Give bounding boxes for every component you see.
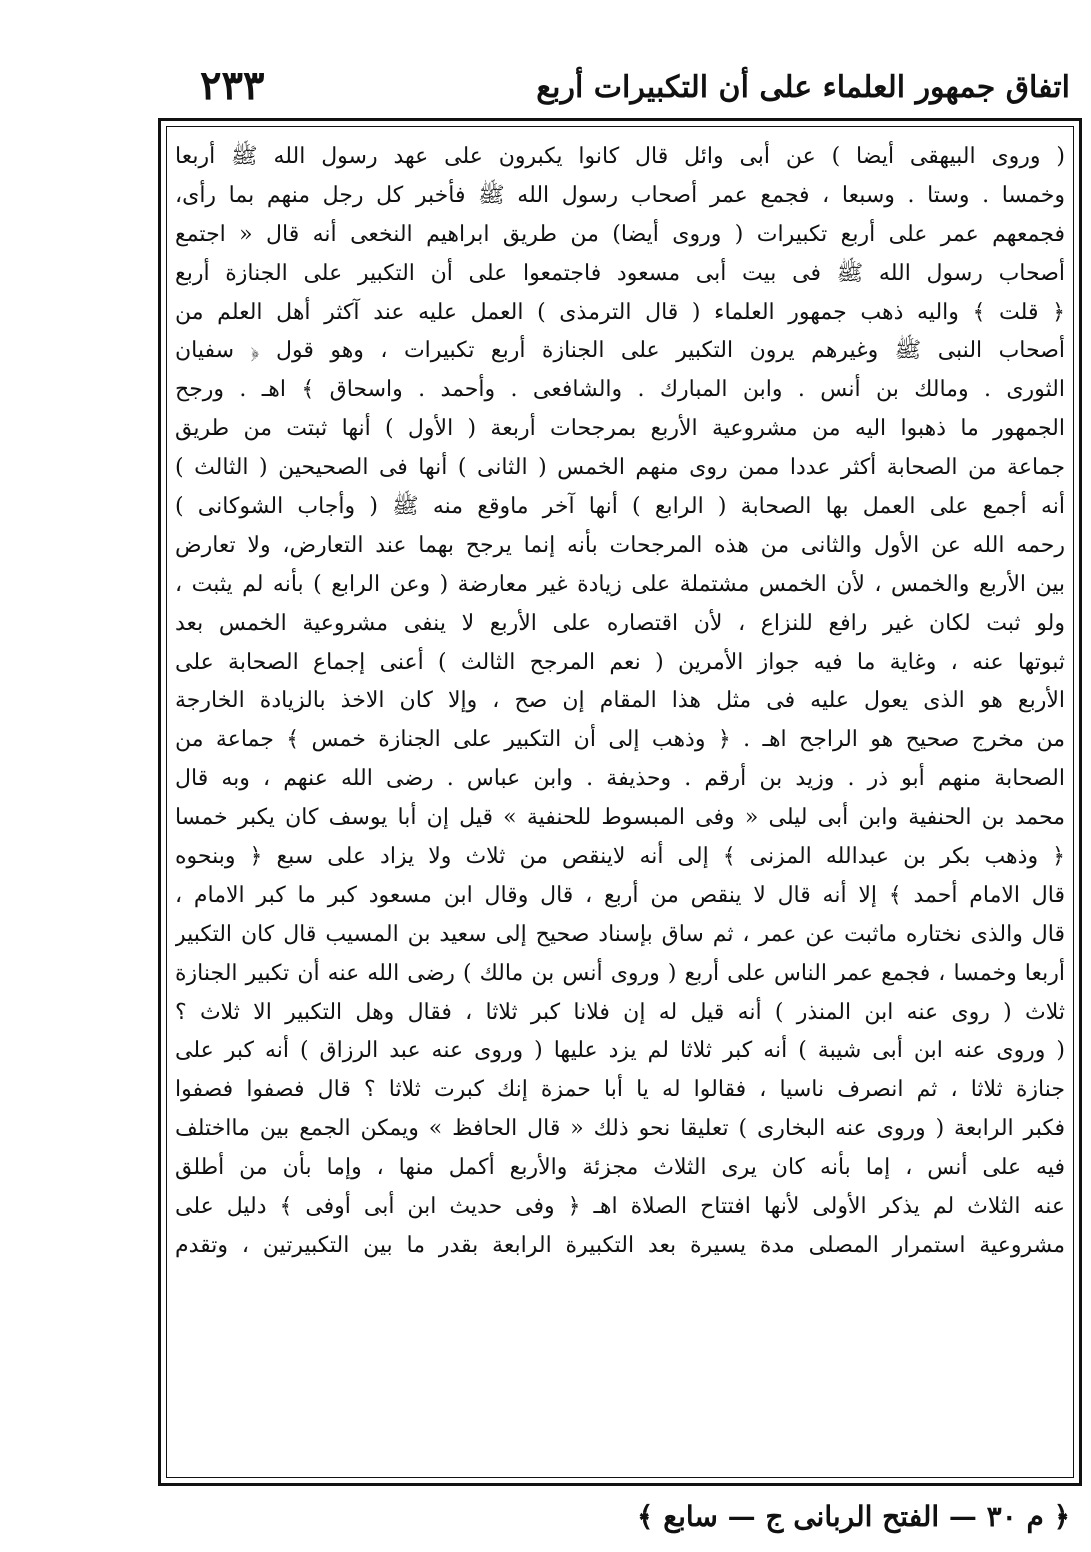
text-line: محمد بن الحنفية وابن أبى ليلى « وفى المبسوط للحنفية » قيل إن أبا يوسف كان يكبر خمسا [175,805,1065,831]
text-line: رحمه الله عن الأول والثانى من هذه المرجحات بأنه إنما يرجح بهما عند التعارض، ولا تعارض [175,532,1065,558]
text-line: من مخرج صحيح هو الراجح اهـ . ﴿ وذهب إلى أن التكبير على الجنازة خمس ﴾ جماعة من [175,727,1065,753]
text-line: أصحاب رسول الله ﷺ فى بيت أبى مسعود فاجتمعوا على أن التكبير على الجنازة أربع [175,260,1065,286]
text-line: بين الأربع والخمس ، لأن الخمس مشتملة على زيادة غير معارضة ( وعن الرابع ) بأنه لم يثبت ، [175,571,1065,597]
text-line: ( وروى عنه ابن أبى شيبة ) أنه كبر ثلاثا لم يزد عليها ( وروى عنه عبد الرزاق ) أنه كبر على [175,1038,1065,1064]
text-line: قال والذى نختاره ماثبت عن عمر ، ثم ساق بإسناد صحيح إلى سعيد بن المسيب قال كان التكبير [175,921,1065,947]
page-number: ٢٣٣ [200,62,265,109]
text-line: الجمهور ما ذهبوا اليه من مشروعية الأربع بمرجحات أربعة ( الأول ) أنها ثبتت من طريق [175,416,1065,442]
text-line: وخمسا . وستا . وسبعا ، فجمع عمر أصحاب رسول الله ﷺ فأخبر كل رجل منهم بما رأى، [175,182,1065,208]
footer-signature: ﴿ م ٣٠ — الفتح الربانى ج — سابع ﴾ [637,1500,1070,1533]
running-title: اتفاق جمهور العلماء على أن التكبيرات أربع [536,70,1070,105]
text-line: أصحاب النبى ﷺ وغيرهم يرون التكبير على الجنازة أربع تكبيرات ، وهو قول ﴿ سفيان [175,338,1065,364]
text-line: جماعة من الصحابة أكثر عددا ممن روى منهم الخمس ( الثانى ) أنها فى الصحيحين ( الثالث ) [175,455,1065,481]
text-line: ثبوتها عنه ، وغاية ما فيه جواز الأمرين ( نعم المرجح الثالث ) أعنى إجماع الصحابة على [175,649,1065,675]
text-line: ( وروى البيهقى أيضا ) عن أبى وائل قال كانوا يكبرون على عهد رسول الله ﷺ أربعا [175,144,1065,169]
text-line: ولو ثبت لكان غير رافع للنزاع ، لأن اقتصاره على الأربع لا ينفى مشروعية الخمس بعد [175,610,1065,636]
text-line: أنه أجمع على العمل بها الصحابة ( الرابع ) أنها آخر ماوقع منه ﷺ ( وأجاب الشوكانى ) [175,494,1065,520]
text-line: أربعا وخمسا ، فجمع عمر الناس على أربع ( وروى أنس بن مالك ) رضى الله عنه أن تكبير الجنازة [175,960,1065,986]
main-text-block [175,138,1065,1468]
text-line: الصحابة منهم أبو ذر . وزيد بن أرقم . وحذيفة . وابن عباس . رضى الله عنهم ، وبه قال [175,766,1065,792]
text-line: قال الامام أحمد ﴾ إلا أنه قال لا ينقص من أربع ، قال وقال ابن مسعود كبر ما كبر الامام ، [175,882,1065,908]
text-line: عنه الثلاث لم يذكر الأولى لأنها افتتاح الصلاة اهـ ﴿ وفى حديث ابن أبى أوفى ﴾ دليل على [175,1194,1065,1220]
text-line: الأربع هو الذى يعول عليه فى مثل هذا المقام إن صح ، وإلا كان الاخذ بالزيادة الخارجة [175,688,1065,714]
text-line: جنازة ثلاثا ، ثم انصرف ناسيا ، فقالوا له يا أبا حمزة إنك كبرت ثلاثا ؟ قال فصفوا فصفوا [175,1077,1065,1103]
text-line: مشروعية استمرار المصلى مدة يسيرة بعد التكبيرة الرابعة بقدر ما بين التكبيرتين ، وتقدم [175,1232,1065,1258]
page-header [160,62,1080,112]
text-line: ثلاث ( روى عنه ابن المنذر ) أنه قيل له إن فلانا كبر ثلاثا ، فقال وهل التكبير الا ثلاث ؟ [175,999,1065,1025]
text-line: ﴿ قلت ﴾ واليه ذهب جمهور العلماء ( قال الترمذى ) العمل عليه عند آكثر أهل العلم من [175,299,1065,325]
text-line: فيه على أنس ، إما بأنه كان يرى الثلاث مجزئة والأربع أكمل منها ، وإما بأن من أطلق [175,1155,1065,1181]
text-line: ﴿ وذهب بكر بن عبدالله المزنى ﴾ إلى أنه لاينقص من ثلاث ولا يزاد على سبع ﴿ وبنحوه [175,844,1065,870]
text-line: فجمعهم عمر على أربع تكبيرات ( وروى أيضا) من طريق ابراهيم النخعى أنه قال « اجتمع [175,221,1065,247]
text-line: الثورى . ومالك بن أنس . وابن المبارك . والشافعى . وأحمد . واسحاق ﴾ اهـ . ورجح [175,377,1065,403]
text-line: فكبر الرابعة ( وروى عنه البخارى ) تعليقا نحو ذلك « قال الحافظ » ويمكن الجمع بين مااختلف [175,1116,1065,1142]
